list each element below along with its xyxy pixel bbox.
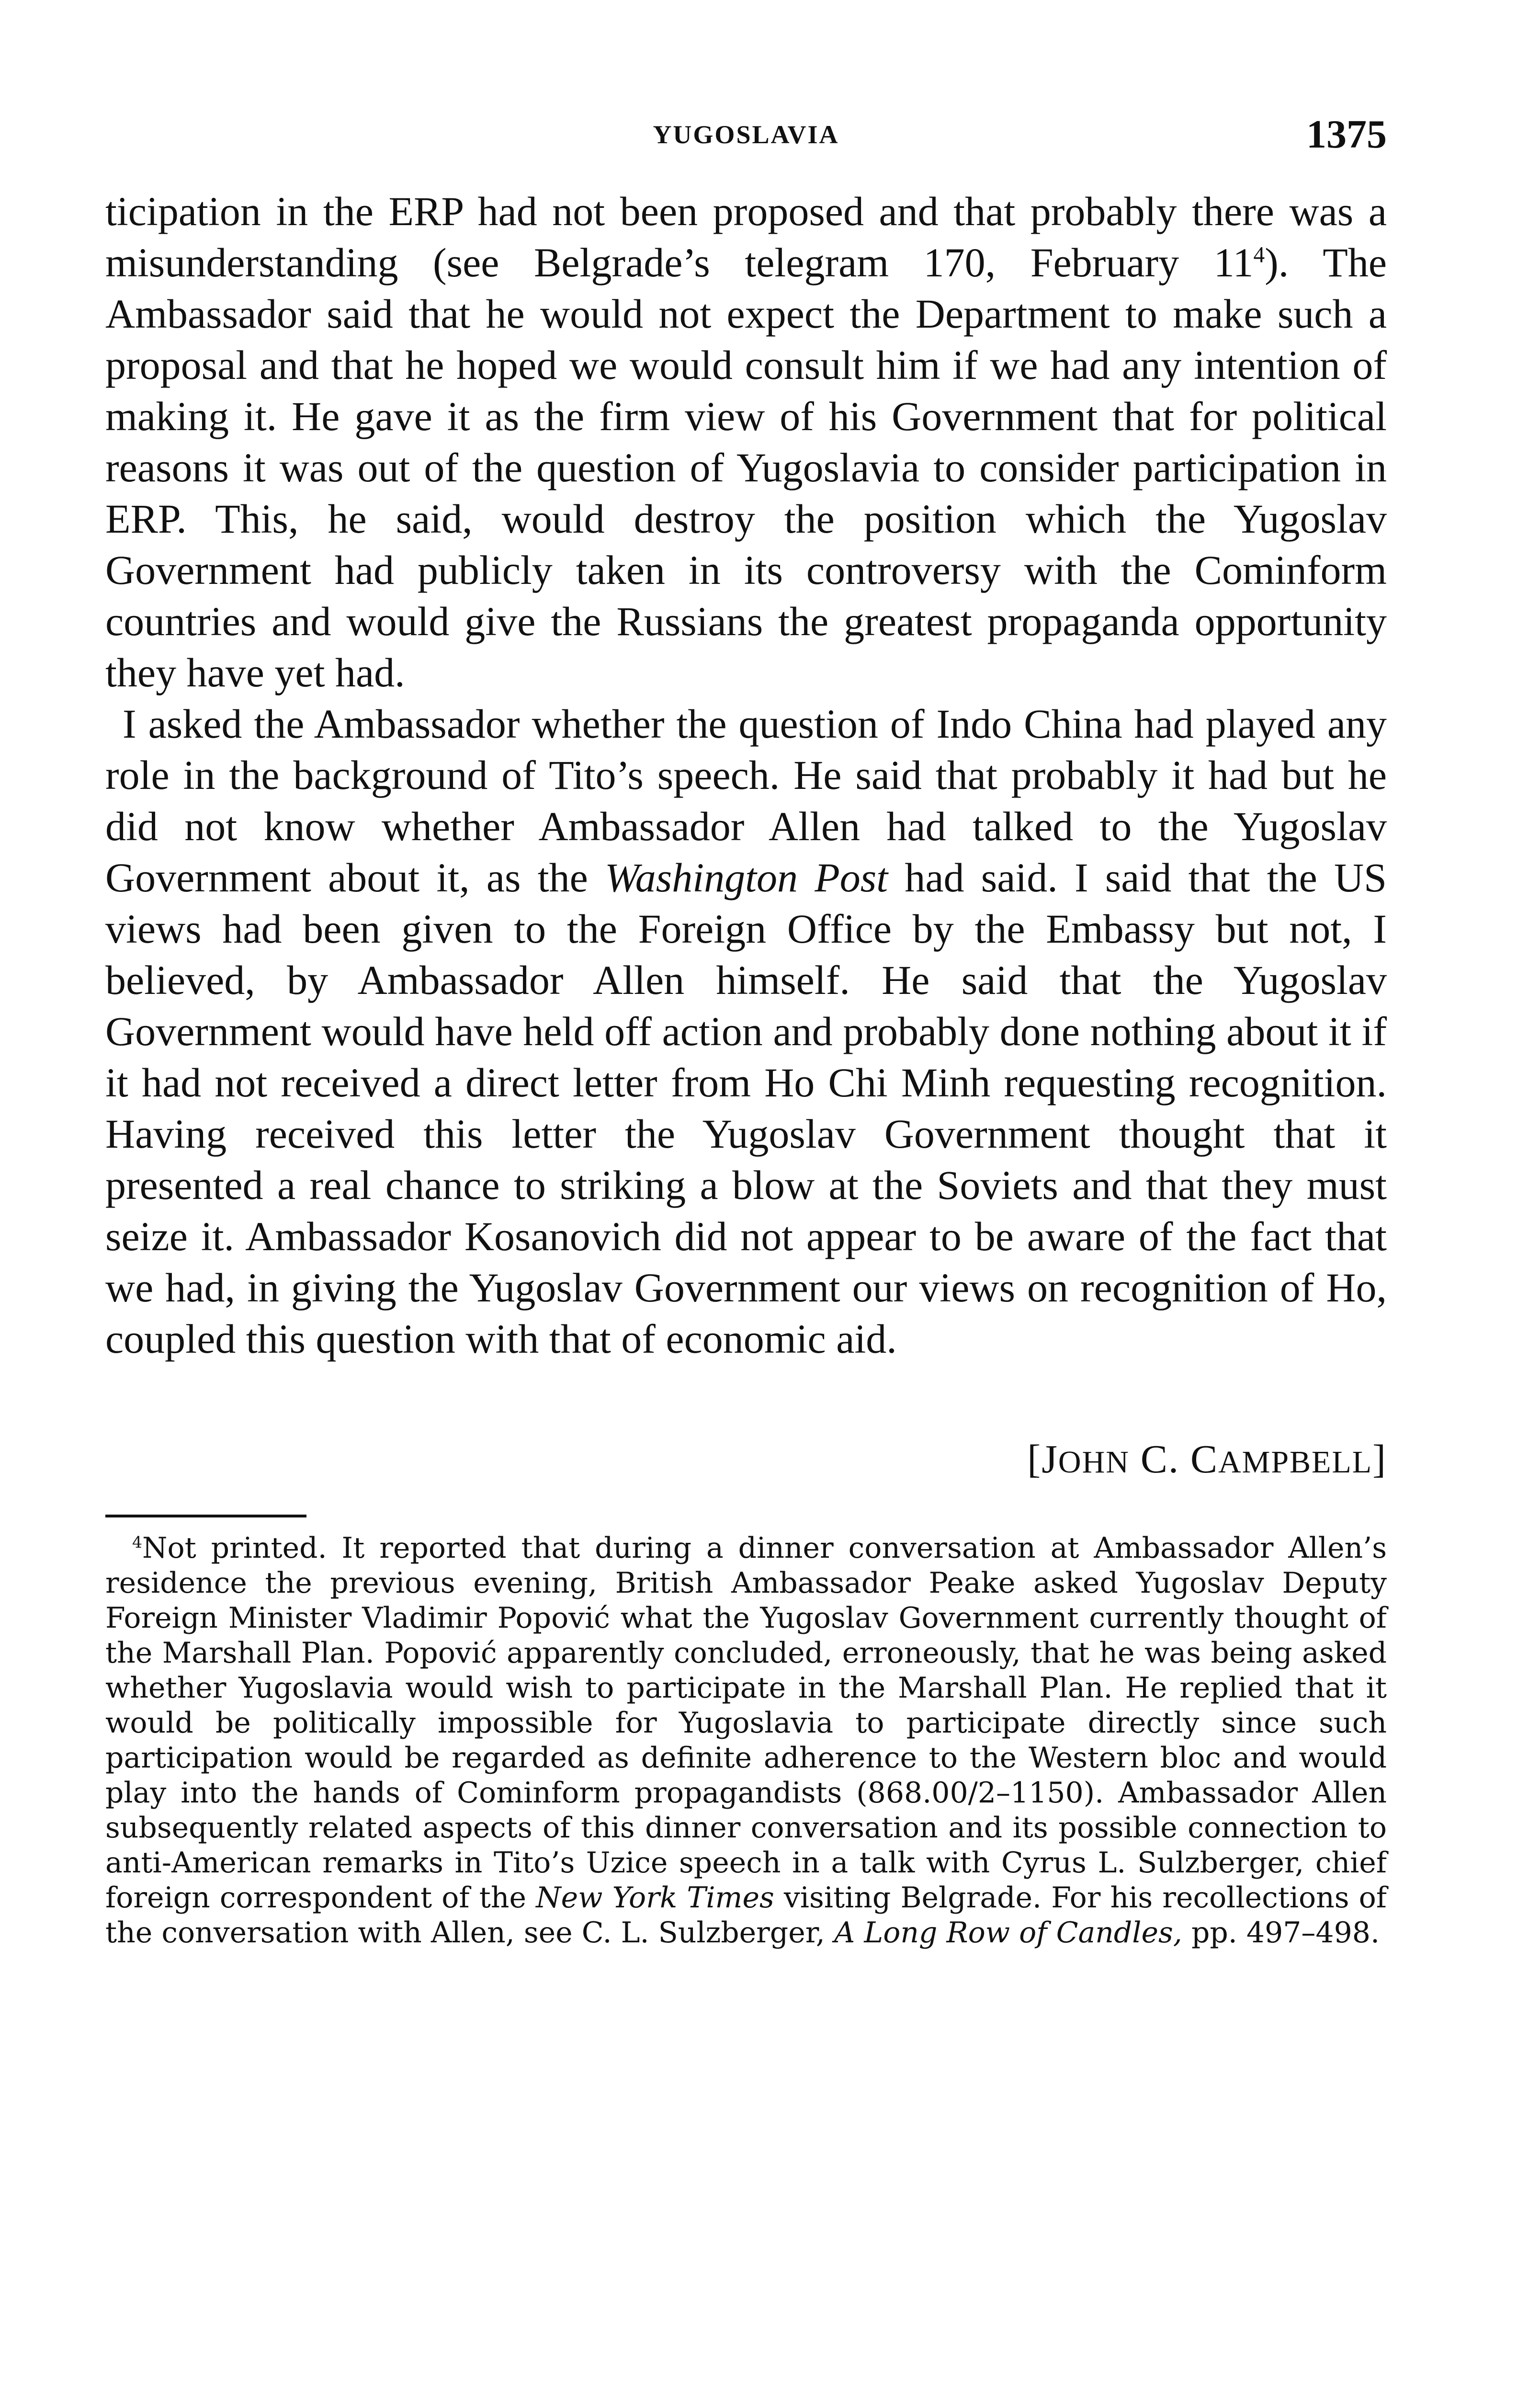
paragraph-1-end: ). The Ambassador said that he would not expect the Department to make such a proposal and that he hoped we would consult him if we had any intention of making it. He gave it as the firm view of his Government that for political reasons it was out of the question of Yugoslavia to consider participation in ERP. This, he said, would destroy the position which the Yugoslav Government had publicly taken in its controversy with the Cominform countries and would give the Russians the greatest propaganda opportunity they have yet had. [105, 240, 1387, 696]
paragraph-2 [105, 698, 1387, 1365]
footnote-reference: 4 [1253, 242, 1265, 268]
signature-last-rest: AMPBELL [1218, 1445, 1373, 1480]
footnote-newspaper-title: New York Times [536, 1881, 774, 1915]
footnote-book-title: A Long Row of Candles, [834, 1916, 1182, 1950]
signature [1027, 1436, 1387, 1483]
paragraph-2-end: had said. I said that the US views had been given to the Foreign Office by the Embassy but not, I believed, by Ambassador Allen himself. He said that the Yugoslav Government would have held off action and probably done nothing about it if it had not received a direct letter from Ho Chi Minh requesting recognition. Having received this letter the Yugoslav Government thought that it presented a real chance to striking a blow at the Soviets and that they must seize it. Ambassador Kosanovich did not appear to be aware of the fact that we had, in giving the Yugoslav Government our views on recognition of Ho, coupled this question with that of economic aid. [105, 855, 1387, 1362]
signature-first-initial: J [1042, 1437, 1058, 1482]
footnote-text-end: pp. 497–498. [1182, 1916, 1380, 1950]
footnote-text-mid: visiting Belgrade. For his recollections of the conversation with Allen, see C. L. Sulzberger, [105, 1881, 1387, 1950]
signature-close-bracket: ] [1372, 1437, 1387, 1482]
signature-first-rest: OHN [1058, 1445, 1130, 1480]
footnote [105, 1531, 1387, 1950]
signature-last-initial: C [1190, 1437, 1218, 1482]
paragraph-2-start: I asked the Ambassador whether the question of Indo China had played any role in the background of Tito’s speech. He said that probably it had but he did not know whether Ambassador Allen had talked to the Yugoslav Government about it, as the [105, 701, 1387, 901]
footnote-text-start: Not printed. It reported that during a dinner conversation at Ambassador Allen’s residence the previous evening, British Ambassador Peake asked Yugoslav Deputy Foreign Minister Vladimir Popović what the Yugoslav Government currently thought of the Marshall Plan. Popović apparently concluded, erroneously, that he was being asked whether Yugoslavia would wish to participate in the Marshall Plan. He replied that it would be politically impossible for Yugoslavia to participate directly since such participation would be regarded as definite adherence to the Western bloc and would play into the hands of Cominform propagandists (868.00/2–1150). Ambassador Allen subsequently related aspects of this dinner conversation and its possible connection to anti-American remarks in Tito’s Uzice speech in a talk with Cyrus L. Sulzberger, chief foreign correspondent of the [105, 1531, 1387, 1915]
footnote-marker: 4 [132, 1533, 142, 1551]
page-number: 1375 [1306, 112, 1387, 157]
main-text [105, 186, 1387, 1365]
signature-open-bracket: [ [1027, 1437, 1042, 1482]
running-header [105, 111, 1387, 164]
paragraph-1-start: ticipation in the ERP had not been proposed and that probably there was a misunderstanding (see Belgrade’s telegram 170, February 11 [105, 188, 1387, 285]
newspaper-title: Washington Post [605, 855, 888, 901]
signature-middle: C. [1129, 1437, 1190, 1482]
footnote-divider [105, 1515, 306, 1517]
paragraph-1 [105, 186, 1387, 698]
running-title: YUGOSLAVIA [653, 120, 839, 149]
